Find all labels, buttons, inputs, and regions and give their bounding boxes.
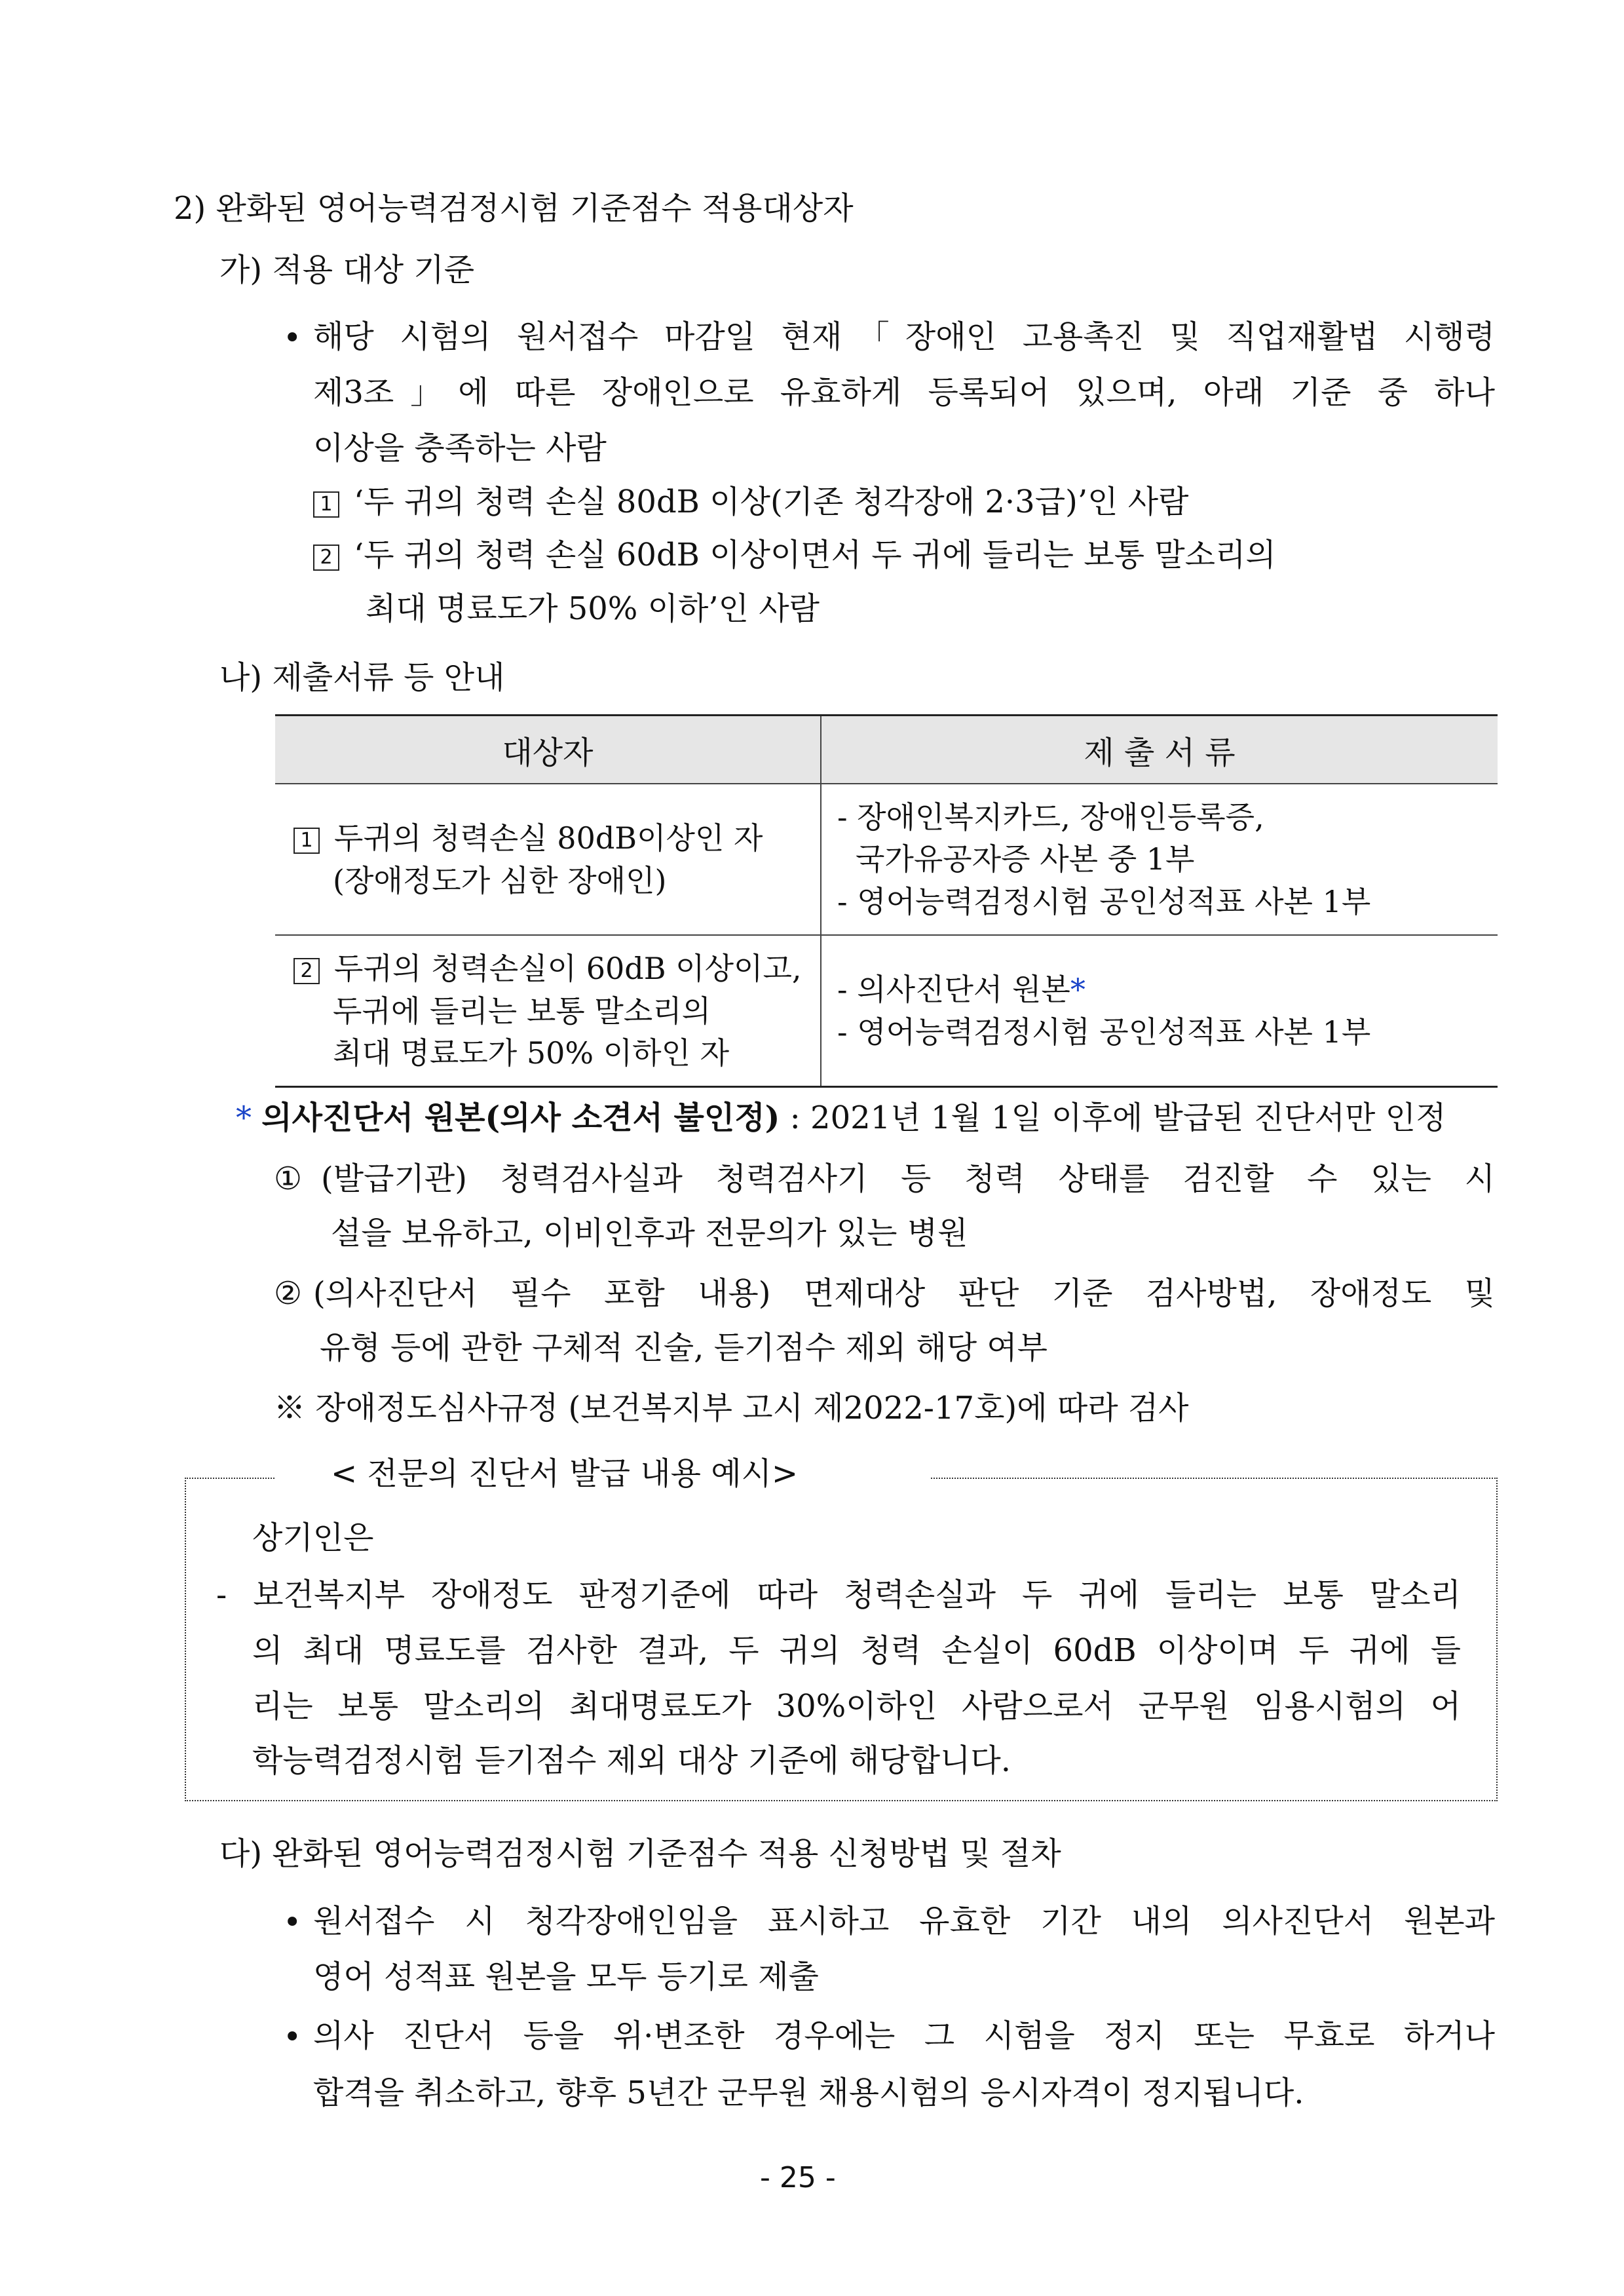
criterion-2 [313,539,1495,571]
documents-table [275,714,1498,1088]
procedure-2-line-2: 합격을 취소하고, 향후 5년간 군무원 채용시험의 응시자격이 정지됩니다. [313,2075,1304,2111]
page-number: - 25 - [760,2161,836,2194]
procedure-1-line-2: 영어 성적표 원본을 모두 등기로 제출 [313,1959,819,1995]
note-item-2-line-1: (의사진단서 필수 포함 내용) 면제대상 판단 기준 검사방법, 장애정도 및 [313,1275,1495,1312]
table-header-target: 대상자 [275,716,821,784]
bullet-dot: • [283,2019,302,2056]
asterisk-mark: * [1070,972,1086,1008]
example-line-3: 리는 보통 말소리의 최대명료도가 30%이하인 사람으로서 군무원 임용시험의 어 [252,1688,1461,1725]
criterion-number: 1 [313,491,339,518]
note-item-mark: ① [274,1160,303,1197]
criteria-intro-line-2: 제3조」에 따른 장애인으로 유효하게 등록되어 있으며, 아래 기준 중 하나 [313,374,1495,411]
subsection-heading-ga: 가) 적용 대상 기준 [219,252,475,288]
document-line: 국가유공자증 사본 중 1부 [856,841,1195,877]
procedure-1-line-1: 원서접수 시 청각장애인임을 표시하고 유효한 기간 내의 의사진단서 원본과 [313,1903,1495,1940]
criterion-text: ‘두 귀의 청력 손실 80dB 이상(기존 청각장애 2·3급)’인 사람 [354,484,1189,520]
subsection-heading-na: 나) 제출서류 등 안내 [219,659,505,696]
table-header-documents: 제 출 서 류 [821,716,1498,784]
criterion-text: ‘두 귀의 청력 손실 60dB 이상이면서 두 귀에 들리는 보통 말소리의 [354,537,1276,573]
criteria-intro-line-1: 해당 시험의 원서접수 마감일 현재「장애인 고용촉진 및 직업재활법 시행령 [313,318,1495,355]
document-line: - 장애인복지카드, 장애인등록증, [837,799,1264,835]
section-heading: 2) 완화된 영어능력검정시험 기준점수 적용대상자 [174,190,854,227]
example-line-2: 의 최대 명료도를 검사한 결과, 두 귀의 청력 손실이 60dB 이상이며 두 귀에 들 [252,1632,1461,1669]
table-row [275,784,1498,935]
note-item-2-line-2: 유형 등에 관한 구체적 진술, 듣기점수 제외 해당 여부 [320,1330,1048,1366]
criteria-intro-line-3: 이상을 충족하는 사람 [313,430,607,467]
example-line-4: 학능력검정시험 듣기점수 제외 대상 기준에 해당합니다. [252,1742,1011,1779]
note-bold: 의사진단서 원본(의사 소견서 불인정) [261,1100,780,1136]
table-row [275,935,1498,1087]
example-intro: 상기인은 [252,1520,374,1556]
note-item-1-line-2: 설을 보유하고, 이비인후과 전문의가 있는 병원 [331,1215,968,1252]
bullet-dot: • [283,320,302,356]
target-line: 두귀의 청력손실 80dB이상인 자 [334,820,763,856]
diagnosis-note [236,1102,1446,1134]
table-cell-documents [821,784,1498,935]
example-line-1: - 보건복지부 장애정도 판정기준에 따라 청력손실과 두 귀에 들리는 보통 말소리 [216,1577,1461,1613]
example-box-title: < 전문의 진단서 발급 내용 예시> [331,1455,799,1492]
document-line: - 영어능력검정시험 공인성적표 사본 1부 [837,883,1371,919]
target-line: 최대 명료도가 50% 이하인 자 [333,1035,730,1071]
subsection-heading-da: 다) 완화된 영어능력검정시험 기준점수 적용 신청방법 및 절차 [219,1835,1061,1872]
document-line: - 영어능력검정시험 공인성적표 사본 1부 [837,1014,1371,1050]
asterisk-mark: * [236,1100,252,1136]
note-item-mark: ② [274,1275,303,1312]
table-cell-target [275,935,821,1087]
note-item-1-line-1: (발급기관) 청력검사실과 청력검사기 등 청력 상태를 검진할 수 있는 시 [321,1160,1495,1197]
row-number: 2 [293,958,320,984]
target-line: 두귀의 청력손실이 60dB 이상이고, [334,951,802,987]
note-rest: : 2021년 1월 1일 이후에 발급된 진단서만 인정 [780,1100,1446,1136]
bullet-dot: • [283,1904,302,1941]
table-cell-documents [821,935,1498,1087]
criterion-number: 2 [313,545,339,571]
table-cell-target [275,784,821,935]
target-line: (장애정도가 심한 장애인) [333,862,667,898]
procedure-2-line-1: 의사 진단서 등을 위·변조한 경우에는 그 시험을 정지 또는 무효로 하거나 [313,2018,1495,2054]
regulation-reference: ※ 장애정도심사규정 (보건복지부 고시 제2022-17호)에 따라 검사 [274,1390,1189,1426]
criterion-1 [313,486,1188,518]
row-number: 1 [293,828,320,854]
document-line: - 의사진단서 원본 [837,972,1070,1008]
target-line: 두귀에 들리는 보통 말소리의 [333,993,711,1029]
criterion-2-line-2: 최대 명료도가 50% 이하’인 사람 [366,590,820,627]
